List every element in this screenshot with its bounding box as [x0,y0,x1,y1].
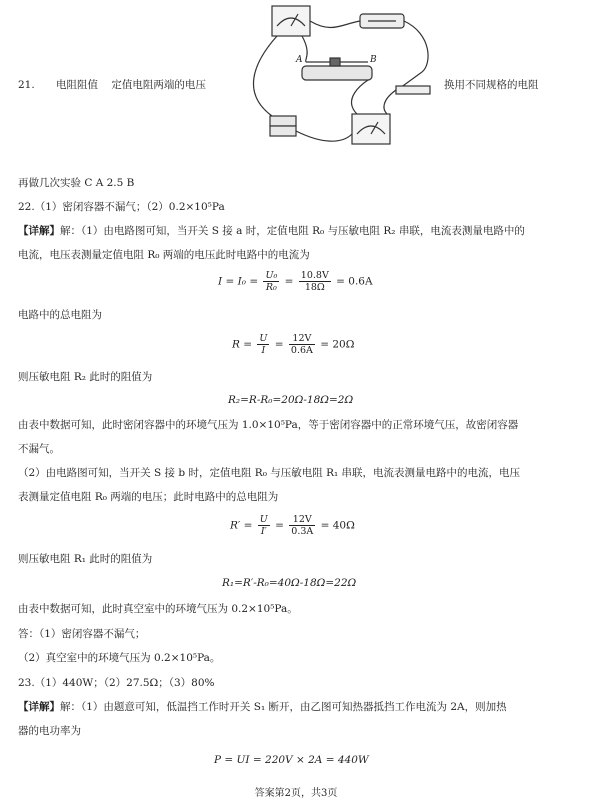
q22-d10: 由表中数据可知，此时真空室中的环境气压为 0.2×10⁵Pa。 [18,603,298,615]
q21-line1 [18,78,206,92]
q22-d5: 由表中数据可知，此时密闭容器中的环境气压为 1.0×10⁵Pa，等于密闭容器中的正常环境气压，故密闭容器 [18,419,519,431]
q23-d1: 【详解】解：（1）由题意可知，低温挡工作时开关 S₁ 断开，由乙图可知热器抵挡工作电流为 2A，则加热 [18,701,507,713]
q23-eq1: P = UI = 220V × 2A = 440W [214,754,369,766]
battery [270,116,296,126]
q21-line2: 再做几次实验 C A 2.5 B [18,177,135,189]
q22-eq4: R′ = $\frac{U}{I'}$ = $\frac{12V}{0.3A}$ = 40Ω [230,514,355,537]
q22-eq2: R = $\frac{U}{I}$ = $\frac{12V}{0.6A}$ = 20Ω [232,333,355,356]
q22-eq3: R₂=R-R₀=20Ω-18Ω=2Ω [228,394,354,406]
q22-d8: 表测量定值电阻 R₀ 两端的电压；此时电路中的总电阻为 [18,491,279,503]
detail-tag: 【详解】 [18,225,60,237]
label-a: A [296,55,303,65]
voltmeter [272,6,310,36]
q22-d7: （2）由电路图可知，当开关 S 接 b 时，定值电阻 R₀ 与压敏电阻 R₁ 串联，电流表测量电路中的电流，电压 [18,467,521,479]
q22-eq1: I = I₀ = $\frac{\text{U₀}}{\text{R₀}}$ = $\frac{10.8V}{18\Omega}$ = 0.6A [218,270,373,293]
q23-header: 23.（1）440W；（2）27.5Ω；（3）80% [18,677,215,689]
q21-number: 21. [18,79,35,91]
q23-d2: 器的电功率为 [18,725,81,737]
q21-answer1: 电阻阻值 [56,79,99,91]
q22-d9: 则压敏电阻 R₁ 此时的阻值为 [18,553,153,565]
q22-d3: 电路中的总电阻为 [18,309,102,321]
q22-d1: 【详解】解：（1）由电路图可知，当开关 S 接 a 时，定值电阻 R₀ 与压敏电阻 R₂ 串联，电流表测量电路中的 [18,225,525,237]
q22-d12: （2）真空室中的环境气压为 0.2×10⁵Pa。 [18,652,221,664]
q22-d4: 则压敏电阻 R₂ 此时的阻值为 [18,371,153,383]
q21-answer3: 换用不同规格的电阻 [444,79,539,91]
circuit-diagram [232,4,442,154]
q22-d6: 不漏气。 [18,443,60,455]
q22-header: 22.（1）密闭容器不漏气；（2）0.2×10⁵Pa [18,201,225,213]
page-footer: 答案第2页，共3页 [254,788,338,799]
q22-eq5: R₁=R′-R₀=40Ω-18Ω=22Ω [222,577,357,589]
q22-d11: 答：（1）密闭容器不漏气； [18,628,146,640]
q22-d2: 电流，电压表测量定值电阻 R₀ 两端的电压此时电路中的电流为 [18,249,310,261]
rheostat [302,66,372,80]
ammeter [352,114,390,144]
label-b: B [370,55,377,65]
q21-answer2: 定值电阻两端的电压 [111,79,206,91]
